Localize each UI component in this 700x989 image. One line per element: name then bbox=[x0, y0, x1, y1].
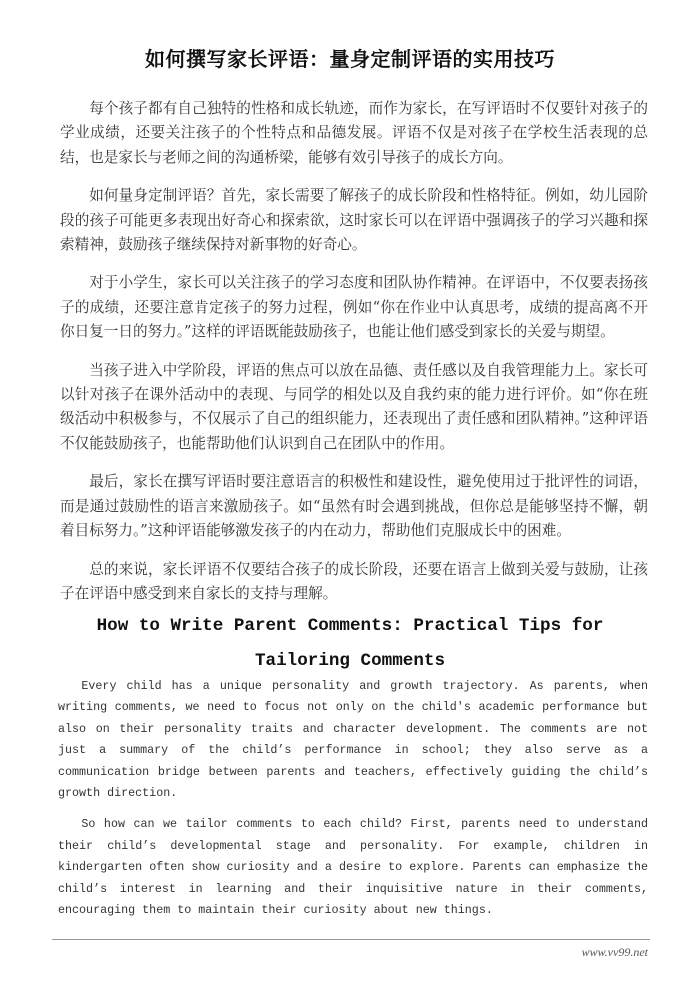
chinese-body bbox=[60, 97, 648, 620]
chinese-paragraph: 对于小学生，家长可以关注孩子的学习态度和团队协作精神。在评语中，不仅要表扬孩子的成绩，还要注意肯定孩子的努力过程，例如“你在作业中认真思考，成绩的提高离不开你日复一日的努力。”这样的评语既能鼓励孩子，也能让他们感受到家长的关爱与期望。 bbox=[60, 274, 648, 341]
chinese-paragraph: 总的来说，家长评语不仅要结合孩子的成长阶段，还要在语言上做到关爱与鼓励，让孩子在评语中感受到来自家长的支持与理解。 bbox=[60, 560, 648, 602]
chinese-paragraph: 每个孩子都有自己独特的性格和成长轨迹，而作为家长，在写评语时不仅要针对孩子的学业成绩，还要关注孩子的个性特点和品德发展。评语不仅是对孩子在学校生活表现的总结，也是家长与老师之间的沟通桥梁，能够有效引导孩子的成长方向。 bbox=[60, 100, 648, 166]
chinese-paragraph: 当孩子进入中学阶段，评语的焦点可以放在品德、责任感以及自我管理能力上。家长可以针对孩子在课外活动中的表现、与同学的相处以及自我约束的能力进行评价。如“你在班级活动中积极参与，不仅展示了自己的组织能力，还表现出了责任感和团队精神。”这种评语不仅能鼓励孩子，也能帮助他们认识到自己在团队中的作用。 bbox=[60, 361, 648, 452]
chinese-paragraph: 如何量身定制评语？首先，家长需要了解孩子的成长阶段和性格特征。例如，幼儿园阶段的孩子可能更多表现出好奇心和探索欲，这时家长可以在评语中强调孩子的学习兴趣和探索精神，鼓励孩子继续保持对新事物的好奇心。 bbox=[60, 187, 648, 254]
english-paragraph: Every child has a unique personality and growth trajectory. As parents, when writing comments, we need to focus not only on the child's academic performance but also on their personality traits and character development. The comments are not just a summary of the child’s performance in school; they also serve as a communication bridge between parents and teachers, effectively guiding the child’s growth direction. bbox=[58, 679, 648, 801]
chinese-paragraph: 最后，家长在撰写评语时要注意语言的积极性和建设性，避免使用过于批评性的词语，而是通过鼓励性的语言来激励孩子。如“虽然有时会遇到挑战，但你总是能够坚持不懈，朝着目标努力。”这种评语能够激发孩子的内在动力，帮助他们克服成长中的困难。 bbox=[60, 473, 648, 540]
footer-divider bbox=[52, 939, 650, 940]
english-paragraph: So how can we tailor comments to each child? First, parents need to understand their child’s developmental stage and personality. For example, children in kindergarten often show curiosity and a desire to explore. Parents can emphasize the child’s interest in learning and their inquisitive nature in their comments, encouraging them to maintain their curiosity about new things. bbox=[58, 817, 648, 918]
english-body bbox=[58, 676, 648, 931]
english-title-line: How to Write Parent Comments: Practical Tips for bbox=[96, 615, 604, 636]
chinese-title: 如何撰写家长评语：量身定制评语的实用技巧 bbox=[145, 47, 555, 72]
footer-url: www.vv99.net bbox=[581, 945, 648, 959]
english-title bbox=[0, 609, 700, 679]
english-title-line: Tailoring Comments bbox=[254, 650, 446, 671]
